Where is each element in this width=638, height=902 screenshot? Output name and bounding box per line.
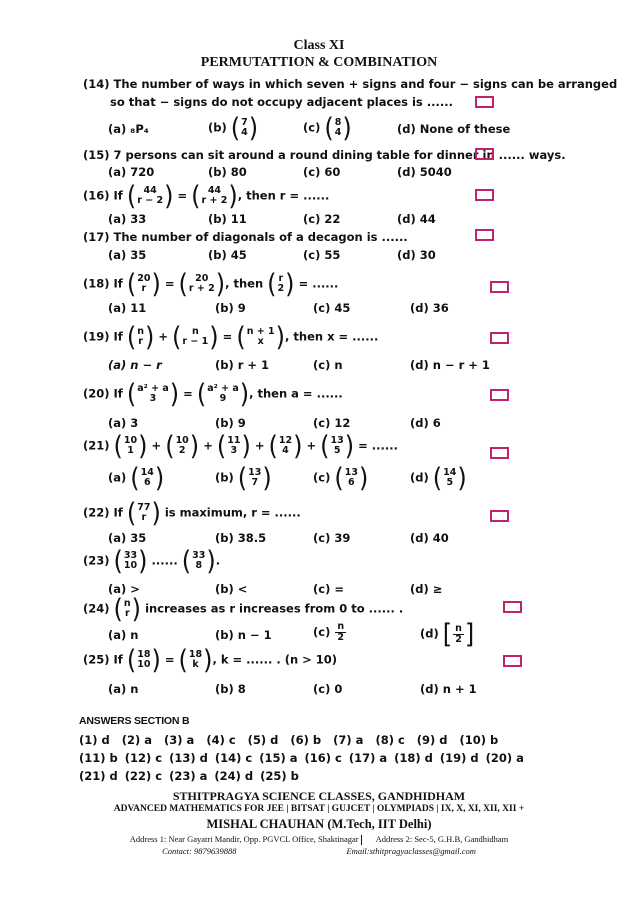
q18-option-d: (d) 36 xyxy=(410,301,449,315)
answer-item: (10) b xyxy=(459,733,499,747)
answer-item: (2) a xyxy=(121,733,153,747)
answer-item: (17) a xyxy=(348,751,388,765)
question-24: (24) ( n r ) increases as r increases from 0 to ...... . xyxy=(83,593,404,625)
q14-number: (14) xyxy=(83,77,110,91)
q14-text: The number of ways in which seven + signs and four − signs can be arranged xyxy=(113,77,618,91)
answer-box-24[interactable] xyxy=(503,601,522,613)
q15-option-c: (c) 60 xyxy=(303,165,341,179)
answer-item: (13) d xyxy=(169,751,208,765)
question-18: (18) If ( 20 r ) = ( 20 r + 2 ) , then ( r 2 ) = ...... xyxy=(83,268,339,300)
q21-option-b: (b) ( 13 7 ) xyxy=(215,462,272,494)
answer-box-22[interactable] xyxy=(490,510,509,522)
q25-option-a: (a) n xyxy=(108,682,139,696)
q22-option-c: (c) 39 xyxy=(313,531,351,545)
q22-option-b: (b) 38.5 xyxy=(215,531,267,545)
q19-option-c: (c) n xyxy=(313,358,343,372)
answer-item: (4) c xyxy=(206,733,236,747)
q19-option-a: (a) n − r xyxy=(108,358,162,372)
q14-option-a: (a) ₈P₄ xyxy=(108,122,149,136)
question-14-line1 xyxy=(83,77,617,91)
q17-option-a: (a) 35 xyxy=(108,248,147,262)
q21-option-c: (c) ( 13 6 ) xyxy=(313,462,369,494)
question-19: (19) If ( n r ) + ( n r − 1 ) = ( n + 1 x ) , then x = ...... xyxy=(83,321,379,353)
q22-option-a: (a) 35 xyxy=(108,531,147,545)
question-15: (15) 7 persons can sit around a round dining table for dinner in ...... ways. xyxy=(83,148,566,162)
footer-institute: STHITPRAGYA SCIENCE CLASSES, GANDHIDHAM xyxy=(172,789,466,803)
answer-item: (20) a xyxy=(485,751,524,765)
answers-row-2 xyxy=(79,751,531,765)
q23-option-c: (c) = xyxy=(313,582,344,596)
footer-teacher: MISHAL CHAUHAN (M.Tech, IIT Delhi) xyxy=(206,817,432,831)
q25-option-c: (c) 0 xyxy=(313,682,343,696)
q16-option-a: (a) 33 xyxy=(108,212,147,226)
answer-item: (23) a xyxy=(169,769,208,783)
q14-option-b: (b) ( 7 4 ) xyxy=(208,112,259,144)
q18-option-a: (a) 11 xyxy=(108,301,147,315)
footer-divider xyxy=(361,835,362,845)
q16-option-c: (c) 22 xyxy=(303,212,341,226)
q24-option-b: (b) n − 1 xyxy=(215,628,272,642)
q21-option-d: (d) ( 14 5 ) xyxy=(410,462,467,494)
q20-option-a: (a) 3 xyxy=(108,416,139,430)
answer-item: (16) c xyxy=(304,751,342,765)
answer-box-18[interactable] xyxy=(490,281,509,293)
answer-item: (24) d xyxy=(214,769,254,783)
question-22: (22) If ( 77 r ) is maximum, r = ...... xyxy=(83,497,301,529)
q23-option-d: (d) ≥ xyxy=(410,582,443,596)
answer-box-21[interactable] xyxy=(490,447,509,459)
answer-box-15[interactable] xyxy=(475,148,494,160)
q16-option-b: (b) 11 xyxy=(208,212,247,226)
q22-option-d: (d) 40 xyxy=(410,531,449,545)
q17-option-b: (b) 45 xyxy=(208,248,247,262)
answers-row-1 xyxy=(79,733,510,747)
q20-option-d: (d) 6 xyxy=(410,416,441,430)
q14-option-d: (d) None of these xyxy=(397,122,511,136)
answer-item: (9) d xyxy=(416,733,448,747)
answer-box-19[interactable] xyxy=(490,332,509,344)
answer-box-17[interactable] xyxy=(475,229,494,241)
q15-option-b: (b) 80 xyxy=(208,165,247,179)
q15-option-d: (d) 5040 xyxy=(397,165,452,179)
q24-option-a: (a) n xyxy=(108,628,139,642)
q24-option-c: (c) $\frac{n}{2}$ xyxy=(313,621,345,643)
q16-option-d: (d) 44 xyxy=(397,212,436,226)
question-16: (16) If ( 44 r − 2 ) = ( 44 r + 2 ) , then r = ...... xyxy=(83,180,330,212)
answer-item: (11) b xyxy=(79,751,118,765)
question-17: (17) The number of diagonals of a decagon is ...... xyxy=(83,230,408,244)
answer-item: (22) c xyxy=(124,769,163,783)
q15-option-a: (a) 720 xyxy=(108,165,155,179)
answers-row-3 xyxy=(79,769,306,783)
footer-address-1: Address 1: Near Gayatri Mandir, Opp. PGVCL Office, Shaktinagar xyxy=(129,834,359,844)
answer-box-16[interactable] xyxy=(475,189,494,201)
q19-option-d: (d) n − r + 1 xyxy=(410,358,490,372)
question-21: (21) ( 10 1 ) + ( 10 2 ) + ( 11 3 ) + ( 12 4 ) + ( 13 5 ) = ...... xyxy=(83,430,399,462)
answer-box-20[interactable] xyxy=(490,389,509,401)
question-14-line2: so that − signs do not occupy adjacent places is ...... xyxy=(110,95,453,109)
q17-option-d: (d) 30 xyxy=(397,248,436,262)
answer-item: (21) d xyxy=(79,769,118,783)
footer-email[interactable]: Email:sthitpragyaclasses@gmail.com xyxy=(346,846,476,856)
footer-contact: Contact: 9879639888 xyxy=(162,846,237,856)
answer-item: (12) c xyxy=(124,751,163,765)
answer-item: (3) a xyxy=(164,733,195,747)
q25-option-b: (b) 8 xyxy=(215,682,246,696)
q23-option-a: (a) > xyxy=(108,582,140,596)
q18-option-c: (c) 45 xyxy=(313,301,351,315)
class-label: Class XI xyxy=(293,38,345,53)
question-23: (23) ( 33 10 ) ...... ( 33 8 ) . xyxy=(83,545,221,577)
q21-option-a: (a) ( 14 6 ) xyxy=(108,462,165,494)
answer-item: (18) d xyxy=(394,751,433,765)
q20-option-b: (b) 9 xyxy=(215,416,246,430)
footer-addresses xyxy=(0,834,638,845)
answer-item: (25) b xyxy=(260,769,299,783)
answer-item: (14) c xyxy=(214,751,253,765)
footer-address-2: Address 2: Sec-5, G.H.B, Gandhidham xyxy=(375,834,509,844)
answer-item: (15) a xyxy=(259,751,298,765)
q14-option-c: (c) ( 8 4 ) xyxy=(303,112,352,144)
answer-item: (6) b xyxy=(290,733,322,747)
q17-option-c: (c) 55 xyxy=(303,248,341,262)
footer-courses: ADVANCED MATHEMATICS FOR JEE | BITSAT | GUJCET | OLYMPIADS | IX, X, XI, XII, XII + xyxy=(113,804,525,814)
q25-option-d: (d) n + 1 xyxy=(420,682,477,696)
answer-item: (8) c xyxy=(375,733,405,747)
q24-option-d: (d) [ n 2 ] xyxy=(420,618,475,650)
answer-item: (5) d xyxy=(247,733,279,747)
page-title: PERMUTATTION & COMBINATION xyxy=(200,55,438,70)
answer-item: (1) d xyxy=(79,733,110,747)
q23-option-b: (b) < xyxy=(215,582,248,596)
q19-option-b: (b) r + 1 xyxy=(215,358,270,372)
answer-box-14[interactable] xyxy=(475,96,494,108)
question-25: (25) If ( 18 10 ) = ( 18 k ) , k = ...... . (n > 10) xyxy=(83,644,338,676)
question-20: (20) If ( a² + a 3 ) = ( a² + a 9 ) , then a = ...... xyxy=(83,378,343,410)
answer-item: (19) d xyxy=(439,751,479,765)
q18-option-b: (b) 9 xyxy=(215,301,246,315)
footer-contact-line xyxy=(0,846,638,856)
answers-title: ANSWERS SECTION B xyxy=(79,715,190,727)
answer-box-25[interactable] xyxy=(503,655,522,667)
answer-item: (7) a xyxy=(333,733,364,747)
q20-option-c: (c) 12 xyxy=(313,416,351,430)
